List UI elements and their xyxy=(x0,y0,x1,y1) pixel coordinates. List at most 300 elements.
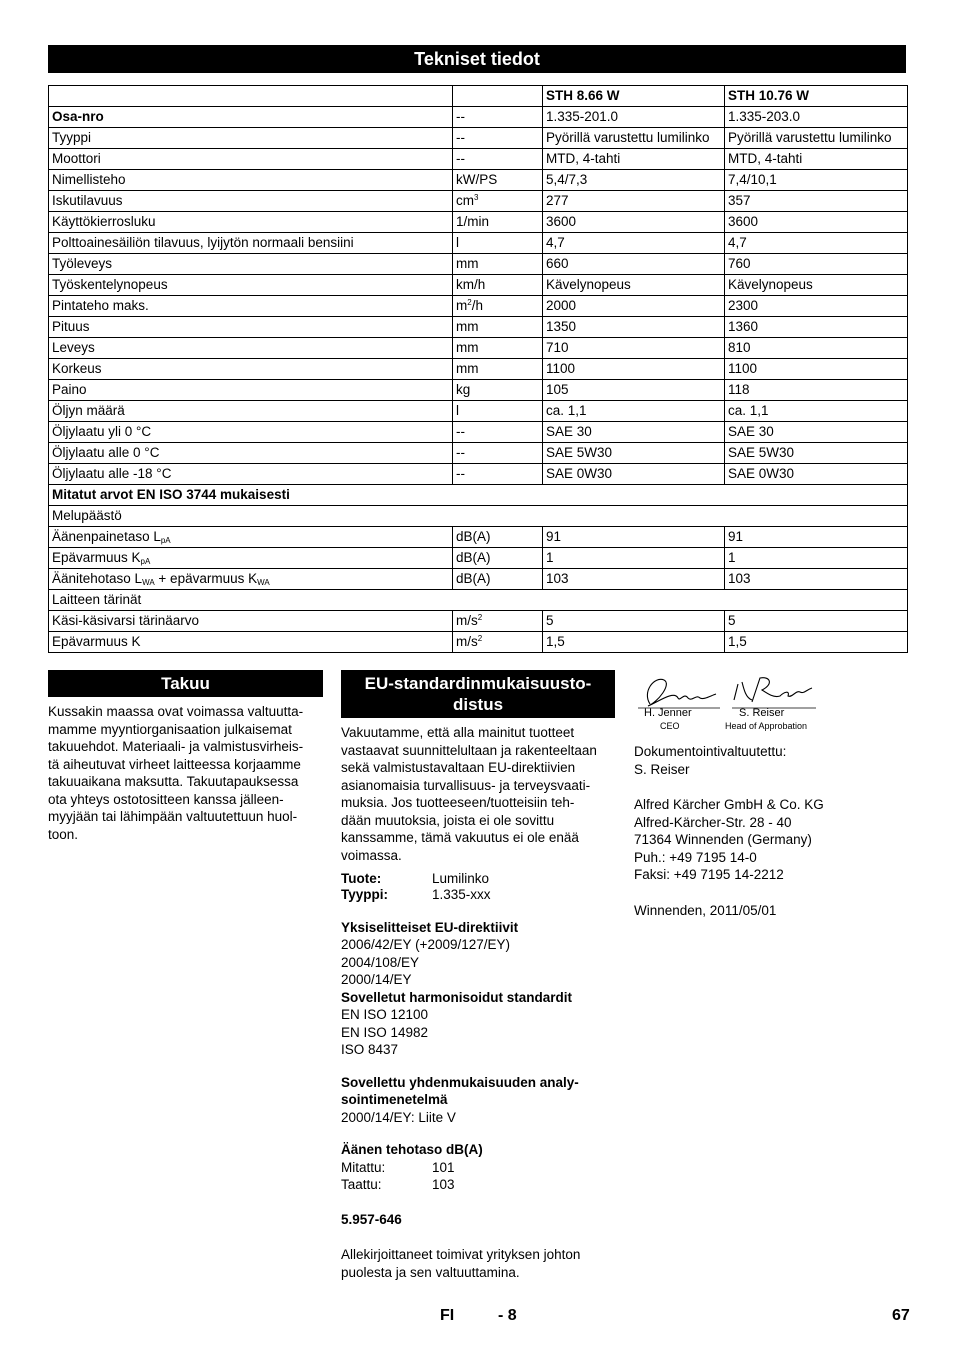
value-cell-sth-866 xyxy=(543,191,725,212)
unit-cell xyxy=(453,401,543,422)
value-cell-sth-1076 xyxy=(725,317,908,338)
unit-cell xyxy=(453,170,543,191)
spec-label-cell xyxy=(49,212,453,233)
eu-title-line1: EU-standardinmukaisuusto- xyxy=(364,674,592,693)
unit-cell xyxy=(453,548,543,569)
spec-label-cell xyxy=(49,527,453,548)
value-cell-sth-1076 xyxy=(725,359,908,380)
value-cell-sth-1076 xyxy=(725,632,908,653)
value-cell-sth-1076 xyxy=(725,191,908,212)
value-sth-866: SAE 0W30 xyxy=(546,466,613,481)
spec-label: Epävarmuus K xyxy=(52,634,141,649)
section-row-cell xyxy=(49,506,908,527)
unit-cell xyxy=(453,128,543,149)
table-row xyxy=(49,170,908,191)
warranty-line: mamme myyntiorganisaation julkaisemat xyxy=(48,721,292,737)
header-cell-text: STH 10.76 W xyxy=(728,88,810,103)
guaranteed-label: Taattu: xyxy=(341,1177,382,1192)
value-cell-sth-866 xyxy=(543,569,725,590)
value-cell-sth-866 xyxy=(543,359,725,380)
value-cell-sth-1076 xyxy=(725,170,908,191)
unit-cell xyxy=(453,632,543,653)
unit-cell xyxy=(453,359,543,380)
value-cell-sth-866 xyxy=(543,443,725,464)
value-sth-1076: 3600 xyxy=(728,214,759,229)
table-row xyxy=(49,380,908,401)
unit: mm xyxy=(456,361,479,376)
value-sth-866: ca. 1,1 xyxy=(546,403,587,418)
spec-label: Työskentelynopeus xyxy=(52,277,168,292)
value-sth-1076: 91 xyxy=(728,529,744,544)
directive-item: 2006/42/EY (+2009/127/EY) xyxy=(341,937,511,952)
spec-label-cell xyxy=(49,296,453,317)
product-label: Tuote: xyxy=(341,871,382,886)
warranty-line: tä aiheutuvat virheet laitteessa korjaamme xyxy=(48,756,301,772)
unit: -- xyxy=(456,130,465,145)
unit: -- xyxy=(456,151,465,166)
value-cell-sth-1076 xyxy=(725,527,908,548)
table-row xyxy=(49,191,908,212)
warranty-line: Kussakin maassa ovat voimassa valtuutta- xyxy=(48,704,304,719)
reiser-signature xyxy=(734,678,812,702)
standard-item: EN ISO 12100 xyxy=(341,1007,429,1022)
spec-label-cell xyxy=(49,233,453,254)
value-sth-866: 3600 xyxy=(546,214,577,229)
table-row xyxy=(49,401,908,422)
spec-label-cell xyxy=(49,611,453,632)
spec-label: Paino xyxy=(52,382,87,397)
unit: -- xyxy=(456,424,465,439)
value-cell-sth-1076 xyxy=(725,128,908,149)
guaranteed-row xyxy=(341,1176,621,1194)
spec-label: Moottori xyxy=(52,151,101,166)
unit: -- xyxy=(456,466,465,481)
unit-superscript: 2 xyxy=(477,634,483,643)
eu-declaration-title-banner xyxy=(341,670,615,718)
spec-label-cell xyxy=(49,464,453,485)
spec-label: Öljylaatu alle 0 °C xyxy=(52,445,160,460)
standard-item: ISO 8437 xyxy=(341,1042,399,1057)
header-cell xyxy=(725,86,908,107)
unit-cell xyxy=(453,233,543,254)
footer-language: FI xyxy=(440,1307,455,1324)
product-value: Lumilinko xyxy=(432,871,490,886)
value-cell-sth-866 xyxy=(543,275,725,296)
warranty-line: takuuaikana maksutta. Takuutapauksessa xyxy=(48,774,299,789)
value-sth-1076: 103 xyxy=(728,571,751,586)
spec-label-cell xyxy=(49,107,453,128)
spec-label-cell xyxy=(49,632,453,653)
unit: m/s xyxy=(456,634,478,649)
table-row xyxy=(49,548,908,569)
unit: dB(A) xyxy=(456,529,491,544)
value-sth-1076: 2300 xyxy=(728,298,759,313)
value-sth-1076: 1100 xyxy=(728,361,758,376)
value-cell-sth-866 xyxy=(543,527,725,548)
value-sth-1076: 118 xyxy=(728,382,750,397)
value-cell-sth-1076 xyxy=(725,611,908,632)
value-sth-866: 105 xyxy=(546,382,569,397)
unit-superscript: 2 xyxy=(477,613,483,622)
doc-rep-name: S. Reiser xyxy=(634,761,690,777)
label-subscript: WA xyxy=(257,578,270,587)
directives-title: Yksiselitteiset EU-direktiivit xyxy=(341,919,519,935)
spec-label-cell xyxy=(49,569,453,590)
table-row xyxy=(49,464,908,485)
spec-label: Korkeus xyxy=(52,361,102,376)
unit-cell xyxy=(453,254,543,275)
person1-role: CEO xyxy=(660,721,680,731)
measured-value: 101 xyxy=(432,1159,455,1175)
unit-cell xyxy=(453,527,543,548)
value-sth-1076: ca. 1,1 xyxy=(728,403,769,418)
spec-label: Iskutilavuus xyxy=(52,193,123,208)
value-cell-sth-1076 xyxy=(725,296,908,317)
unit-cell xyxy=(453,275,543,296)
section-row-cell xyxy=(49,485,908,506)
header-cell xyxy=(543,86,725,107)
signature-block xyxy=(634,672,824,734)
spec-label-cell xyxy=(49,380,453,401)
person2-role: Head of Approbation xyxy=(725,721,808,731)
value-sth-866: 1.335-201.0 xyxy=(546,109,619,124)
type-label: Tyyppi: xyxy=(341,887,388,902)
spec-label: Polttoainesäiliön tilavuus, lyijytön normaali bensiini xyxy=(52,235,354,250)
spec-label-cell xyxy=(49,401,453,422)
footer-local-page: - 8 xyxy=(498,1307,517,1324)
table-row xyxy=(49,233,908,254)
spec-label: Äänenpainetaso L xyxy=(52,529,161,544)
unit: m xyxy=(456,298,468,313)
spec-label-cell xyxy=(49,170,453,191)
table-row xyxy=(49,149,908,170)
spec-label-cell xyxy=(49,317,453,338)
table-row xyxy=(49,254,908,275)
spec-label: Työleveys xyxy=(52,256,113,271)
intro-line: dään muutoksia, joista ei ole sovittu xyxy=(341,812,555,828)
spec-label-cell xyxy=(49,275,453,296)
value-cell-sth-866 xyxy=(543,632,725,653)
spec-label-cell xyxy=(49,338,453,359)
closing-line: puolesta ja sen valtuuttamina. xyxy=(341,1264,520,1280)
company-street: Alfred-Kärcher-Str. 28 - 40 xyxy=(634,814,792,830)
unit-cell xyxy=(453,212,543,233)
value-sth-1076: 1,5 xyxy=(728,634,747,649)
spec-label: Äänitehotaso L xyxy=(52,571,143,586)
table-row xyxy=(49,569,908,590)
unit-superscript: 2 xyxy=(467,298,472,307)
spec-label-cell xyxy=(49,254,453,275)
value-sth-866: 2000 xyxy=(546,298,577,313)
unit: l xyxy=(456,235,459,250)
warranty-line: takuuehdot. Materiaali- ja valmistusvirheis- xyxy=(48,739,304,754)
table-row xyxy=(49,611,908,632)
value-cell-sth-866 xyxy=(543,548,725,569)
table-row xyxy=(49,527,908,548)
value-cell-sth-866 xyxy=(543,128,725,149)
value-sth-1076: 1.335-203.0 xyxy=(728,109,801,124)
person2-name: S. Reiser xyxy=(739,707,785,719)
value-sth-866: 1350 xyxy=(546,319,577,334)
value-sth-1076: SAE 5W30 xyxy=(728,445,795,460)
spec-label: Tyyppi xyxy=(52,130,92,145)
value-sth-1076: 1 xyxy=(728,550,736,565)
intro-line: kanssamme, tämä vakuutus ei ole enää xyxy=(341,830,579,845)
intro-line: sekä valmistustavaltaan EU-direktiivien xyxy=(341,760,576,775)
footer-page-number: 67 xyxy=(892,1307,910,1324)
value-sth-1076: 1360 xyxy=(728,319,759,334)
value-cell-sth-1076 xyxy=(725,464,908,485)
unit: cm xyxy=(456,193,474,208)
spec-label: Mitatut arvot EN ISO 3744 mukaisesti xyxy=(52,487,290,502)
header-cell-text: STH 8.66 W xyxy=(546,88,620,103)
value-sth-866: 277 xyxy=(546,193,569,208)
unit-cell xyxy=(453,149,543,170)
eu-title-line2: distus xyxy=(452,695,504,714)
spec-label-cell xyxy=(49,359,453,380)
spec-label-cell xyxy=(49,191,453,212)
unit: mm xyxy=(456,256,479,271)
standards-list xyxy=(341,1006,621,1059)
value-sth-1076: Kävelynopeus xyxy=(728,277,813,292)
intro-line: Vakuutamme, että alla mainitut tuotteet xyxy=(341,725,575,740)
value-cell-sth-1076 xyxy=(725,233,908,254)
value-sth-866: 91 xyxy=(546,529,562,544)
sound-title: Äänen tehotaso dB(A) xyxy=(341,1142,483,1157)
value-sth-866: Pyörillä varustettu lumilinko xyxy=(546,130,710,145)
warranty-line: myyjään tai lähimpään valtuutettuun huol- xyxy=(48,809,298,824)
table-row xyxy=(49,632,908,653)
value-sth-866: 660 xyxy=(546,256,569,271)
value-cell-sth-1076 xyxy=(725,548,908,569)
unit: kW/PS xyxy=(456,172,498,187)
spec-label: Leveys xyxy=(52,340,95,355)
value-sth-1076: 7,4/10,1 xyxy=(728,172,777,187)
value-cell-sth-866 xyxy=(543,254,725,275)
value-sth-866: SAE 5W30 xyxy=(546,445,613,460)
value-cell-sth-1076 xyxy=(725,422,908,443)
value-cell-sth-866 xyxy=(543,401,725,422)
jenner-signature xyxy=(647,679,716,706)
guaranteed-value: 103 xyxy=(432,1177,455,1192)
spec-label: Pituus xyxy=(52,319,90,334)
label-subscript: pA xyxy=(140,557,151,566)
value-sth-866: 1100 xyxy=(546,361,576,376)
warranty-text xyxy=(48,703,326,843)
value-cell-sth-866 xyxy=(543,212,725,233)
product-row xyxy=(341,870,621,888)
value-cell-sth-866 xyxy=(543,107,725,128)
spec-label: Öljyn määrä xyxy=(52,403,125,418)
closing-line: Allekirjoittaneet toimivat yrityksen johton xyxy=(341,1247,581,1262)
spec-label-cell xyxy=(49,443,453,464)
intro-line: vastaavat suunnittelultaan ja rakenteeltaan xyxy=(341,742,597,758)
method-title-line1: Sovellettu yhdenmukaisuuden analy- xyxy=(341,1074,579,1090)
intro-line: muksia. Jos tuotteeseen/tuotteisiin teh- xyxy=(341,795,575,810)
label-continuation: + epävarmuus K xyxy=(154,571,258,586)
person1-name: H. Jenner xyxy=(644,707,692,719)
unit-superscript: 3 xyxy=(474,193,479,202)
value-sth-866: 710 xyxy=(546,340,569,355)
spec-label-cell xyxy=(49,128,453,149)
warranty-line: ota yhteys ostotositteen kanssa jälleen- xyxy=(48,791,284,807)
table-row xyxy=(49,485,908,506)
directive-item: 2004/108/EY xyxy=(341,954,420,970)
method-title-line2: sointimenetelmä xyxy=(341,1092,448,1107)
value-sth-866: 1,5 xyxy=(546,634,565,649)
value-cell-sth-1076 xyxy=(725,107,908,128)
spec-label-cell xyxy=(49,548,453,569)
value-cell-sth-1076 xyxy=(725,401,908,422)
company-fax: Faksi: +49 7195 14-2212 xyxy=(634,867,784,882)
value-sth-866: MTD, 4-tahti xyxy=(546,151,621,166)
unit: dB(A) xyxy=(456,550,491,565)
authorized-representative-block xyxy=(634,743,914,919)
value-sth-1076: 760 xyxy=(728,256,751,271)
unit-cell xyxy=(453,338,543,359)
section-title: Tekniset tiedot xyxy=(414,49,540,69)
spec-label: Epävarmuus K xyxy=(52,550,141,565)
value-cell-sth-1076 xyxy=(725,275,908,296)
value-cell-sth-1076 xyxy=(725,443,908,464)
value-cell-sth-866 xyxy=(543,611,725,632)
eu-declaration-body xyxy=(341,724,621,1281)
unit: kg xyxy=(456,382,471,397)
value-sth-1076: 357 xyxy=(728,193,751,208)
unit-cell xyxy=(453,317,543,338)
table-row xyxy=(49,338,908,359)
unit-cell xyxy=(453,464,543,485)
spec-label: Käyttökierrosluku xyxy=(52,214,156,229)
spec-label: Öljylaatu yli 0 °C xyxy=(52,424,152,439)
value-cell-sth-1076 xyxy=(725,569,908,590)
spec-label: Öljylaatu alle -18 °C xyxy=(52,466,172,481)
value-sth-1076: 5 xyxy=(728,613,736,628)
value-sth-866: 4,7 xyxy=(546,235,565,250)
place-date: Winnenden, 2011/05/01 xyxy=(634,902,777,918)
table-row xyxy=(49,422,908,443)
technical-data-table xyxy=(48,85,908,653)
table-row xyxy=(49,359,908,380)
value-cell-sth-1076 xyxy=(725,212,908,233)
table-row xyxy=(49,317,908,338)
unit-suffix: /h xyxy=(471,298,483,313)
company-city: 71364 Winnenden (Germany) xyxy=(634,832,812,847)
unit-cell xyxy=(453,191,543,212)
spec-label: Nimellisteho xyxy=(52,172,126,187)
value-cell-sth-1076 xyxy=(725,149,908,170)
value-sth-1076: SAE 0W30 xyxy=(728,466,795,481)
company-name: Alfred Kärcher GmbH & Co. KG xyxy=(634,797,824,812)
table-row xyxy=(49,590,908,611)
unit: km/h xyxy=(456,277,486,292)
unit: l xyxy=(456,403,459,418)
spec-label: Käsi-käsivarsi tärinäarvo xyxy=(52,613,200,628)
unit: dB(A) xyxy=(456,571,491,586)
value-cell-sth-1076 xyxy=(725,254,908,275)
unit: mm xyxy=(456,340,479,355)
section-title-banner xyxy=(48,45,906,73)
value-cell-sth-866 xyxy=(543,380,725,401)
label-subscript: pA xyxy=(160,536,171,545)
measured-row xyxy=(341,1159,621,1177)
method-value: 2000/14/EY: Liite V xyxy=(341,1109,456,1125)
directive-item: 2000/14/EY xyxy=(341,972,412,987)
header-cell xyxy=(453,86,543,107)
section-row-cell xyxy=(49,590,908,611)
warranty-title: Takuu xyxy=(161,674,210,693)
standards-title: Sovelletut harmonisoidut standardit xyxy=(341,989,573,1005)
unit: m/s xyxy=(456,613,478,628)
measured-label: Mitattu: xyxy=(341,1159,386,1175)
type-row xyxy=(341,886,621,904)
unit-cell xyxy=(453,380,543,401)
header-cell xyxy=(49,86,453,107)
value-sth-866: Kävelynopeus xyxy=(546,277,631,292)
table-row xyxy=(49,107,908,128)
spec-label: Laitteen tärinät xyxy=(52,592,142,607)
table-header-row xyxy=(49,86,908,107)
value-sth-866: 1 xyxy=(546,550,554,565)
value-cell-sth-866 xyxy=(543,422,725,443)
unit-cell xyxy=(453,569,543,590)
table-row xyxy=(49,275,908,296)
spec-label: Osa-nro xyxy=(52,109,104,124)
unit: -- xyxy=(456,109,465,124)
value-sth-1076: SAE 30 xyxy=(728,424,774,439)
value-sth-1076: MTD, 4-tahti xyxy=(728,151,803,166)
value-sth-866: 5,4/7,3 xyxy=(546,172,588,187)
spec-label-cell xyxy=(49,422,453,443)
value-sth-866: 5 xyxy=(546,613,554,628)
company-phone: Puh.: +49 7195 14-0 xyxy=(634,849,757,865)
table-row xyxy=(49,506,908,527)
unit-cell xyxy=(453,107,543,128)
type-value: 1.335-xxx xyxy=(432,887,491,902)
directives-list xyxy=(341,936,621,989)
value-cell-sth-866 xyxy=(543,233,725,254)
table-row xyxy=(49,296,908,317)
value-cell-sth-866 xyxy=(543,170,725,191)
unit-cell xyxy=(453,296,543,317)
value-cell-sth-1076 xyxy=(725,380,908,401)
label-subscript: WA xyxy=(142,578,155,587)
document-number: 5.957-646 xyxy=(341,1211,402,1227)
value-cell-sth-866 xyxy=(543,149,725,170)
spec-label: Melupäästö xyxy=(52,508,122,523)
page-footer xyxy=(0,1307,954,1329)
table-row xyxy=(49,212,908,233)
value-sth-866: 103 xyxy=(546,571,569,586)
unit: 1/min xyxy=(456,214,490,229)
unit: mm xyxy=(456,319,479,334)
warranty-title-banner xyxy=(48,670,323,697)
unit-cell xyxy=(453,443,543,464)
value-cell-sth-866 xyxy=(543,296,725,317)
unit: -- xyxy=(456,445,465,460)
eu-intro xyxy=(341,724,621,864)
standard-item: EN ISO 14982 xyxy=(341,1024,429,1040)
doc-rep-label: Dokumentointivaltuutettu: xyxy=(634,744,787,759)
spec-label-cell xyxy=(49,149,453,170)
warranty-line: toon. xyxy=(48,826,79,842)
spec-label: Pintateho maks. xyxy=(52,298,149,313)
closing-statement xyxy=(341,1246,621,1281)
intro-line: asianomaisia turvallisuus- ja terveysvaati- xyxy=(341,777,591,793)
value-cell-sth-866 xyxy=(543,317,725,338)
value-cell-sth-866 xyxy=(543,338,725,359)
value-sth-1076: 810 xyxy=(728,340,751,355)
